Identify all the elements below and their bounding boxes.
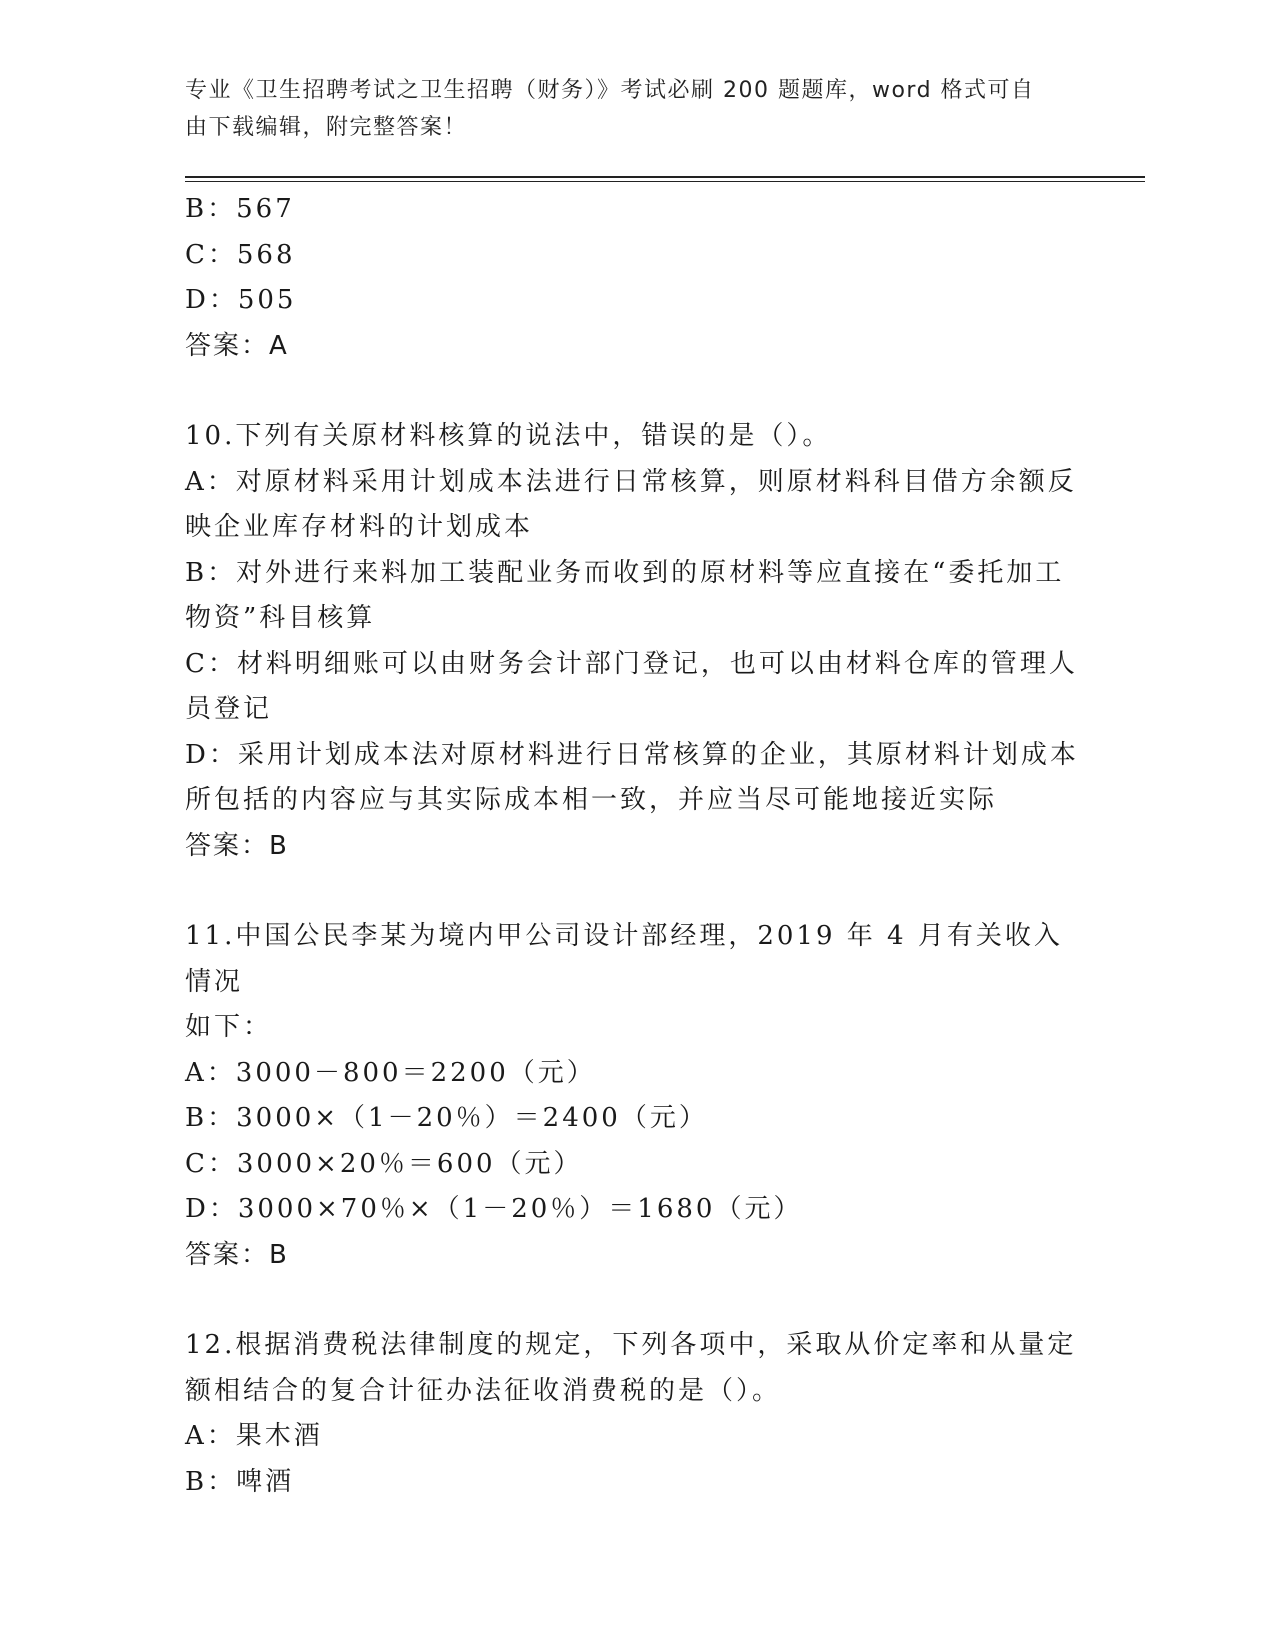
question-11 bbox=[185, 914, 1085, 1278]
header-rule-thin bbox=[185, 181, 1145, 182]
option-b-cont: 物资”科目核算 bbox=[185, 603, 376, 633]
question-stem-cont: 如下： bbox=[185, 1012, 273, 1042]
question-stem: 11.中国公民李某为境内甲公司设计部经理，2019 年 4 月有关收入情况 bbox=[185, 921, 1063, 997]
option-b: B：啤酒 bbox=[185, 1466, 295, 1497]
page-header bbox=[185, 72, 1065, 146]
question-content bbox=[185, 187, 1085, 1505]
answer: 答案：A bbox=[185, 330, 289, 361]
option-b: B：3000×（1－20％）＝2400（元） bbox=[185, 1103, 708, 1133]
option-d: D：采用计划成本法对原材料进行日常核算的企业，其原材料计划成本 bbox=[185, 739, 1079, 770]
option-d: D：505 bbox=[185, 285, 297, 315]
question-9-tail bbox=[185, 187, 1085, 369]
option-a: A：果木酒 bbox=[185, 1421, 323, 1451]
header-line-1: 专业《卫生招聘考试之卫生招聘（财务）》考试必刷 200 题题库，word 格式可自 bbox=[185, 78, 1035, 103]
option-a: A：对原材料采用计划成本法进行日常核算，则原材料科目借方余额反 bbox=[185, 466, 1077, 497]
option-c: C：3000×20％＝600（元） bbox=[185, 1148, 583, 1179]
option-b: B：对外进行来料加工装配业务而收到的原材料等应直接在“委托加工 bbox=[185, 557, 1065, 588]
option-d-cont: 所包括的内容应与其实际成本相一致，并应当尽可能地接近实际 bbox=[185, 785, 998, 815]
option-a: A：3000－800＝2200（元） bbox=[185, 1057, 596, 1088]
answer: 答案：B bbox=[185, 830, 289, 861]
question-stem-cont: 额相结合的复合计征办法征收消费税的是（）。 bbox=[185, 1375, 782, 1406]
question-12 bbox=[185, 1323, 1085, 1505]
header-rule-thick bbox=[185, 176, 1145, 178]
question-10 bbox=[185, 414, 1085, 869]
header-line-2: 由下载编辑，附完整答案！ bbox=[185, 115, 468, 140]
option-d: D：3000×70％×（1－20％）＝1680（元） bbox=[185, 1194, 803, 1224]
question-stem: 10.下列有关原材料核算的说法中，错误的是（）。 bbox=[185, 421, 832, 451]
option-c: C：材料明细账可以由财务会计部门登记，也可以由材料仓库的管理人 bbox=[185, 648, 1078, 679]
option-b: B：567 bbox=[185, 194, 295, 224]
option-c: C：568 bbox=[185, 239, 296, 270]
option-c-cont: 员登记 bbox=[185, 694, 273, 724]
question-stem: 12.根据消费税法律制度的规定，下列各项中，采取从价定率和从量定 bbox=[185, 1330, 1077, 1360]
answer: 答案：B bbox=[185, 1239, 289, 1270]
option-a-cont: 映企业库存材料的计划成本 bbox=[185, 512, 534, 542]
